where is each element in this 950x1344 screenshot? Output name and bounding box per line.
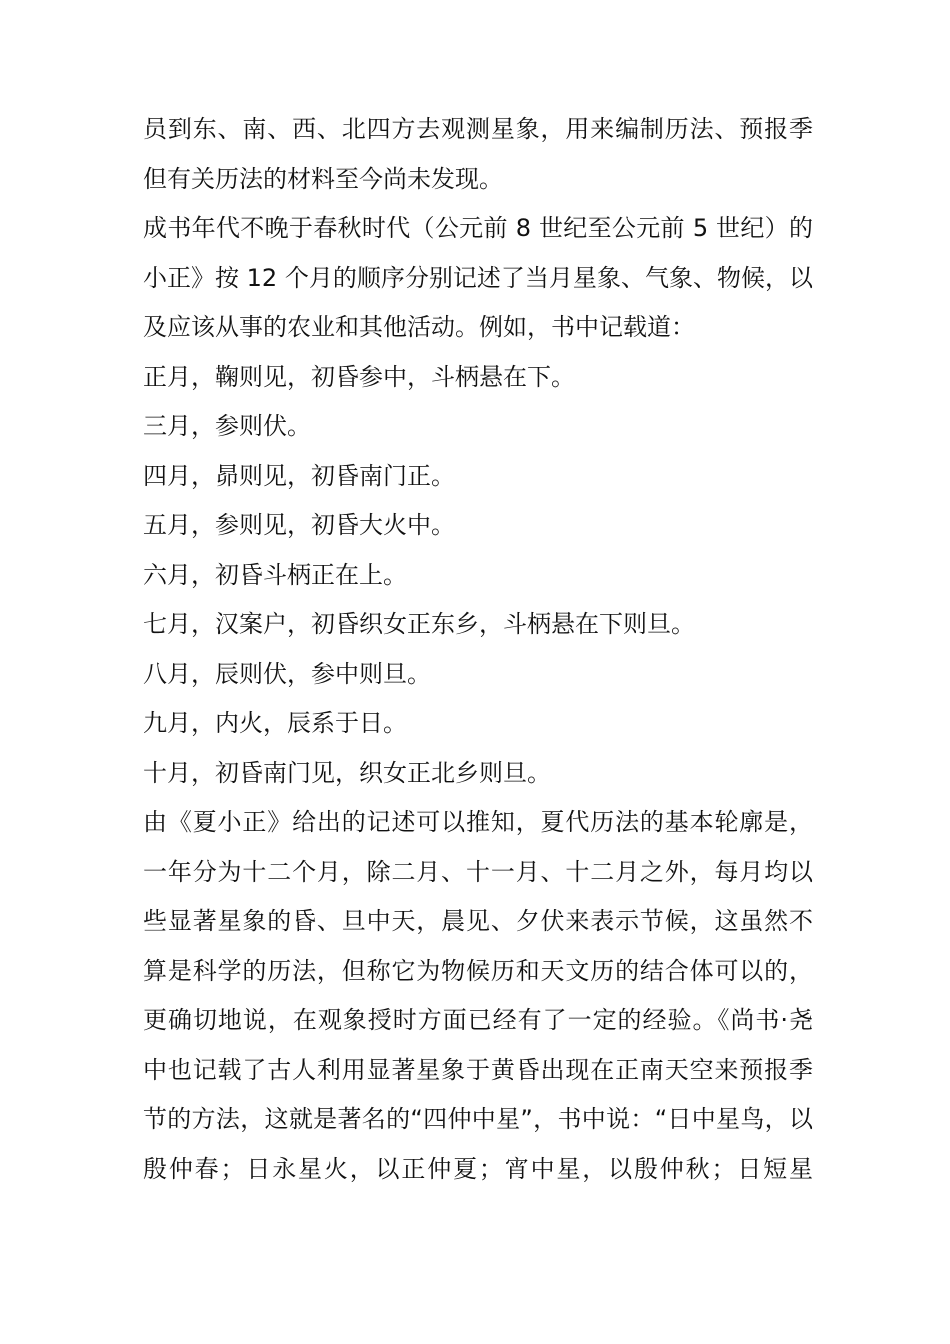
text-line: 七月，汉案户，初昏织女正东乡，斗柄悬在下则旦。 [143, 610, 695, 638]
text-line: 更确切地说，在观象授时方面已经有了一定的经验。《尚书·尧 [143, 1006, 813, 1034]
text-line: 些显著星象的昏、旦中天，晨见、夕伏来表示节候，这虽然不 [143, 907, 813, 935]
text-line: 三月，参则伏。 [143, 412, 311, 440]
text-line: 及应该从事的农业和其他活动。例如，书中记载道： [143, 313, 695, 341]
text-line: 殷仲春；日永星火，以正仲夏；宵中星，以殷仲秋；日短星 [143, 1154, 813, 1183]
text-line: 十月，初昏南门见，织女正北乡则旦。 [143, 758, 551, 787]
text-line: 小正》按 12 个月的顺序分别记述了当月星象、气象、物候，以 [143, 263, 813, 292]
text-line: 成书年代不晚于春秋时代（公元前 8 世纪至公元前 5 世纪）的 [143, 214, 813, 242]
text-line: 五月，参则见，初昏大火中。 [143, 511, 455, 539]
text-line: 由《夏小正》给出的记述可以推知，夏代历法的基本轮廓是， [143, 808, 813, 836]
text-line: 九月，内火，辰系于日。 [143, 709, 407, 737]
text-line: 四月，昴则见，初昏南门正。 [143, 461, 455, 490]
text-line: 一年分为十二个月，除二月、十一月、十二月之外，每月均以 [143, 857, 813, 886]
text-line: 员到东、南、西、北四方去观测星象，用来编制历法、预报季 [143, 115, 813, 143]
text-line: 八月，辰则伏，参中则旦。 [143, 659, 431, 688]
text-line: 节的方法，这就是著名的“四仲中星”，书中说：“日中星鸟，以 [143, 1105, 813, 1133]
text-line: 但有关历法的材料至今尚未发现。 [143, 164, 503, 193]
body-text [143, 105, 813, 1194]
text-line: 中也记载了古人利用显著星象于黄昏出现在正南天空来预报季 [143, 1055, 813, 1084]
text-line: 算是科学的历法，但称它为物候历和天文历的结合体可以的， [143, 956, 813, 985]
text-line: 正月，鞠则见，初昏参中，斗柄悬在下。 [143, 362, 575, 391]
text-line: 六月，初昏斗柄正在上。 [143, 560, 407, 589]
